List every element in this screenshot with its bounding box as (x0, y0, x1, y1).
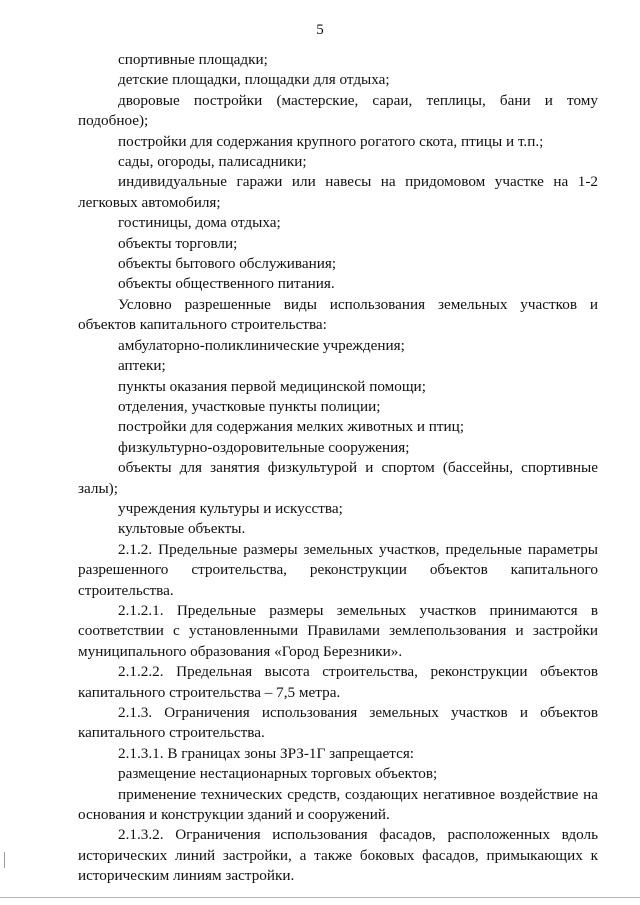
paragraph: 2.1.3.2. Ограничения использования фасадов, расположенных вдоль исторических линий застройки, а также боковых фасадов, примыкающих к историческим линиям застройки. (78, 826, 598, 885)
paragraph: Условно разрешенные виды использования земельных участков и объектов капитального строительства: (78, 295, 598, 334)
paragraph: 2.1.3. Ограничения использования земельных участков и объектов капитального строительства. (78, 704, 598, 742)
paragraph: спортивные площадки; (118, 51, 268, 68)
paragraph: 2.1.2.1. Предельные размеры земельных участков принимаются в соответствии с установленными Правилами землепользования и застройки муниципального образования «Город Березники». (78, 601, 598, 660)
paragraph: объекты общественного питания. (118, 275, 335, 293)
paragraph: постройки для содержания крупного рогатого скота, птицы и т.п.; (118, 132, 544, 150)
scan-edge-mark (4, 852, 5, 868)
paragraph: 2.1.2. Предельные размеры земельных участков, предельные параметры разрешенного строительства, реконструкции объектов капитального строительства. (78, 540, 598, 599)
paragraph: объекты бытового обслуживания; (118, 255, 337, 273)
paragraph: учреждения культуры и искусства; (118, 499, 343, 517)
paragraph: культовые объекты. (118, 520, 246, 538)
paragraph: гостиницы, дома отдыха; (118, 214, 281, 232)
paragraph: постройки для содержания мелких животных и птиц; (118, 418, 465, 436)
scan-bottom-edge (0, 897, 640, 898)
paragraph: пункты оказания первой медицинской помощи; (118, 377, 426, 395)
paragraph: объекты для занятия физкультурой и спортом (бассейны, спортивные залы); (78, 459, 598, 497)
paragraph: размещение нестационарных торговых объектов; (118, 765, 438, 783)
paragraph: аптеки; (118, 357, 166, 375)
paragraph: дворовые постройки (мастерские, сараи, теплицы, бани и тому подобное); (78, 91, 598, 130)
paragraph: 2.1.2.2. Предельная высота строительства, реконструкции объектов капитального строительства – 7,5 метра. (78, 663, 598, 701)
paragraph: объекты торговли; (118, 234, 238, 252)
paragraph: индивидуальные гаражи или навесы на придомовом участке на 1-2 легковых автомобиля; (78, 173, 598, 211)
paragraph: детские площадки, площадки для отдыха; (118, 71, 390, 89)
paragraph: отделения, участковые пункты полиции; (118, 397, 381, 415)
document-body (78, 50, 598, 887)
paragraph: физкультурно-оздоровительные сооружения; (118, 438, 410, 456)
paragraph: 2.1.3.1. В границах зоны ЗРЗ-1Г запрещается: (118, 744, 415, 762)
paragraph: применение технических средств, создающих негативное воздействие на основания и конструкции зданий и сооружений. (78, 785, 598, 824)
paragraph: сады, огороды, палисадники; (118, 153, 307, 171)
paragraph: амбулаторно-поликлинические учреждения; (118, 336, 405, 354)
page-number: 5 (316, 22, 324, 38)
